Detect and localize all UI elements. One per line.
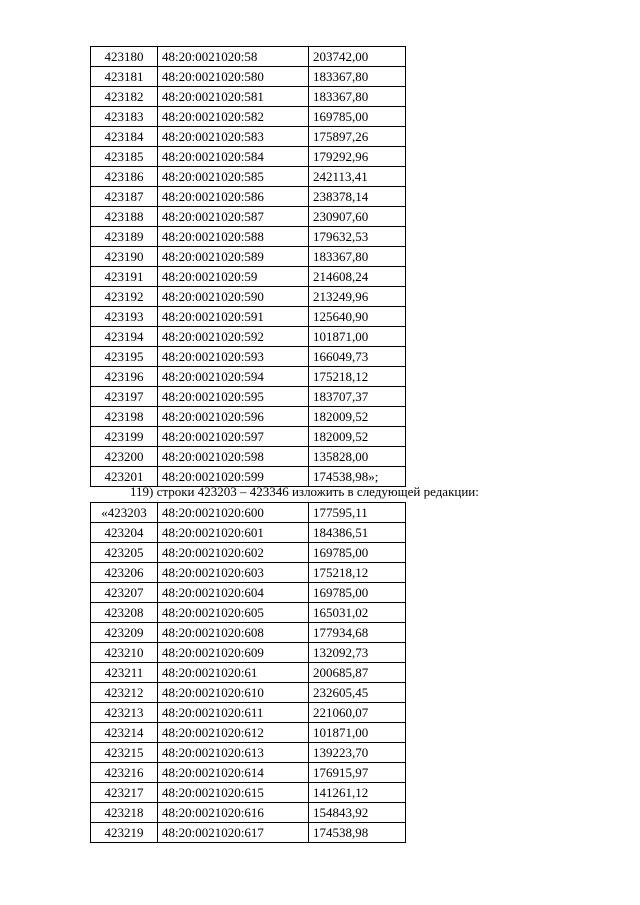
row-number-cell: 423218 [91,803,158,823]
cadastral-number-cell: 48:20:0021020:583 [158,127,309,147]
cadastral-number-cell: 48:20:0021020:604 [158,583,309,603]
cadastral-value-cell: 132092,73 [309,643,406,663]
cadastral-value-cell: 141261,12 [309,783,406,803]
row-number-cell: 423215 [91,743,158,763]
table-row [91,67,406,87]
table-row [91,623,406,643]
cadastral-value-cell: 179292,96 [309,147,406,167]
table-row [91,47,406,67]
cadastral-number-cell: 48:20:0021020:605 [158,603,309,623]
table-row [91,307,406,327]
cadastral-number-cell: 48:20:0021020:580 [158,67,309,87]
cadastral-value-cell: 169785,00 [309,107,406,127]
cadastral-number-cell: 48:20:0021020:59 [158,267,309,287]
table-row [91,823,406,843]
cadastral-number-cell: 48:20:0021020:582 [158,107,309,127]
cadastral-value-cell: 214608,24 [309,267,406,287]
row-number-cell: 423182 [91,87,158,107]
cadastral-number-cell: 48:20:0021020:588 [158,227,309,247]
cadastral-number-cell: 48:20:0021020:614 [158,763,309,783]
table-row [91,87,406,107]
cadastral-number-cell: 48:20:0021020:584 [158,147,309,167]
row-number-cell: 423211 [91,663,158,683]
cadastral-number-cell: 48:20:0021020:610 [158,683,309,703]
cadastral-value-cell: 169785,00 [309,543,406,563]
cadastral-value-cell: 182009,52 [309,407,406,427]
cadastral-number-cell: 48:20:0021020:613 [158,743,309,763]
cadastral-value-cell: 183367,80 [309,247,406,267]
cadastral-number-cell: 48:20:0021020:594 [158,367,309,387]
cadastral-value-cell: 125640,90 [309,307,406,327]
table-row [91,107,406,127]
row-number-cell: «423203 [91,503,158,523]
cadastral-number-cell: 48:20:0021020:592 [158,327,309,347]
table-row [91,763,406,783]
table-row [91,583,406,603]
cadastral-value-cell: 174538,98»; [309,467,406,487]
table-row [91,743,406,763]
table-row [91,523,406,543]
cadastral-number-cell: 48:20:0021020:595 [158,387,309,407]
cadastral-number-cell: 48:20:0021020:612 [158,723,309,743]
cadastral-number-cell: 48:20:0021020:601 [158,523,309,543]
cadastral-table-2 [90,502,406,843]
row-number-cell: 423195 [91,347,158,367]
cadastral-value-cell: 154843,92 [309,803,406,823]
cadastral-number-cell: 48:20:0021020:598 [158,447,309,467]
table-row [91,803,406,823]
cadastral-number-cell: 48:20:0021020:615 [158,783,309,803]
table-row [91,147,406,167]
row-number-cell: 423190 [91,247,158,267]
row-number-cell: 423204 [91,523,158,543]
cadastral-table-2-body [91,503,406,843]
table-row [91,207,406,227]
table-row [91,543,406,563]
cadastral-number-cell: 48:20:0021020:591 [158,307,309,327]
table-row [91,563,406,583]
row-number-cell: 423183 [91,107,158,127]
cadastral-value-cell: 179632,53 [309,227,406,247]
cadastral-value-cell: 175218,12 [309,367,406,387]
row-number-cell: 423198 [91,407,158,427]
table-row [91,347,406,367]
cadastral-value-cell: 183367,80 [309,87,406,107]
row-number-cell: 423213 [91,703,158,723]
cadastral-value-cell: 174538,98 [309,823,406,843]
row-number-cell: 423188 [91,207,158,227]
table-row [91,723,406,743]
cadastral-number-cell: 48:20:0021020:603 [158,563,309,583]
row-number-cell: 423187 [91,187,158,207]
row-number-cell: 423214 [91,723,158,743]
row-number-cell: 423192 [91,287,158,307]
row-number-cell: 423205 [91,543,158,563]
cadastral-number-cell: 48:20:0021020:608 [158,623,309,643]
table-row [91,643,406,663]
table-row [91,327,406,347]
row-number-cell: 423217 [91,783,158,803]
cadastral-number-cell: 48:20:0021020:58 [158,47,309,67]
cadastral-table-1-body [91,47,406,487]
cadastral-value-cell: 175218,12 [309,563,406,583]
table-row [91,267,406,287]
cadastral-number-cell: 48:20:0021020:609 [158,643,309,663]
row-number-cell: 423186 [91,167,158,187]
cadastral-value-cell: 182009,52 [309,427,406,447]
cadastral-value-cell: 238378,14 [309,187,406,207]
table-row [91,167,406,187]
row-number-cell: 423206 [91,563,158,583]
cadastral-value-cell: 166049,73 [309,347,406,367]
cadastral-number-cell: 48:20:0021020:581 [158,87,309,107]
cadastral-number-cell: 48:20:0021020:589 [158,247,309,267]
cadastral-value-cell: 184386,51 [309,523,406,543]
cadastral-value-cell: 175897,26 [309,127,406,147]
table-row [91,287,406,307]
cadastral-value-cell: 230907,60 [309,207,406,227]
cadastral-value-cell: 183707,37 [309,387,406,407]
cadastral-value-cell: 221060,07 [309,703,406,723]
table-row [91,127,406,147]
table-row [91,247,406,267]
cadastral-value-cell: 177595,11 [309,503,406,523]
cadastral-number-cell: 48:20:0021020:586 [158,187,309,207]
cadastral-value-cell: 177934,68 [309,623,406,643]
cadastral-number-cell: 48:20:0021020:602 [158,543,309,563]
row-number-cell: 423191 [91,267,158,287]
cadastral-number-cell: 48:20:0021020:596 [158,407,309,427]
row-number-cell: 423216 [91,763,158,783]
row-number-cell: 423208 [91,603,158,623]
row-number-cell: 423189 [91,227,158,247]
cadastral-number-cell: 48:20:0021020:593 [158,347,309,367]
row-number-cell: 423180 [91,47,158,67]
table-row [91,703,406,723]
cadastral-table-1 [90,46,406,487]
row-number-cell: 423212 [91,683,158,703]
cadastral-value-cell: 101871,00 [309,723,406,743]
cadastral-value-cell: 101871,00 [309,327,406,347]
table-row [91,503,406,523]
row-number-cell: 423193 [91,307,158,327]
cadastral-value-cell: 176915,97 [309,763,406,783]
row-number-cell: 423197 [91,387,158,407]
cadastral-value-cell: 232605,45 [309,683,406,703]
table-row [91,227,406,247]
cadastral-value-cell: 165031,02 [309,603,406,623]
table-row [91,427,406,447]
cadastral-number-cell: 48:20:0021020:617 [158,823,309,843]
table-row [91,447,406,467]
cadastral-value-cell: 213249,96 [309,287,406,307]
table-row [91,407,406,427]
row-number-cell: 423201 [91,467,158,487]
cadastral-number-cell: 48:20:0021020:616 [158,803,309,823]
cadastral-number-cell: 48:20:0021020:611 [158,703,309,723]
cadastral-value-cell: 169785,00 [309,583,406,603]
row-number-cell: 423194 [91,327,158,347]
cadastral-number-cell: 48:20:0021020:600 [158,503,309,523]
row-number-cell: 423199 [91,427,158,447]
cadastral-number-cell: 48:20:0021020:597 [158,427,309,447]
row-number-cell: 423210 [91,643,158,663]
amendment-note: 119) строки 423203 – 423346 изложить в следующей редакции: [130,484,479,499]
cadastral-value-cell: 200685,87 [309,663,406,683]
cadastral-value-cell: 135828,00 [309,447,406,467]
row-number-cell: 423181 [91,67,158,87]
row-number-cell: 423219 [91,823,158,843]
row-number-cell: 423184 [91,127,158,147]
table-row [91,387,406,407]
table-row [91,367,406,387]
cadastral-value-cell: 183367,80 [309,67,406,87]
cadastral-number-cell: 48:20:0021020:587 [158,207,309,227]
table-row [91,683,406,703]
cadastral-number-cell: 48:20:0021020:585 [158,167,309,187]
row-number-cell: 423200 [91,447,158,467]
table-row [91,187,406,207]
cadastral-number-cell: 48:20:0021020:61 [158,663,309,683]
cadastral-number-cell: 48:20:0021020:599 [158,467,309,487]
cadastral-value-cell: 139223,70 [309,743,406,763]
row-number-cell: 423185 [91,147,158,167]
table-row [91,663,406,683]
table-row [91,783,406,803]
cadastral-value-cell: 203742,00 [309,47,406,67]
row-number-cell: 423196 [91,367,158,387]
cadastral-number-cell: 48:20:0021020:590 [158,287,309,307]
table-row [91,603,406,623]
row-number-cell: 423207 [91,583,158,603]
row-number-cell: 423209 [91,623,158,643]
cadastral-value-cell: 242113,41 [309,167,406,187]
